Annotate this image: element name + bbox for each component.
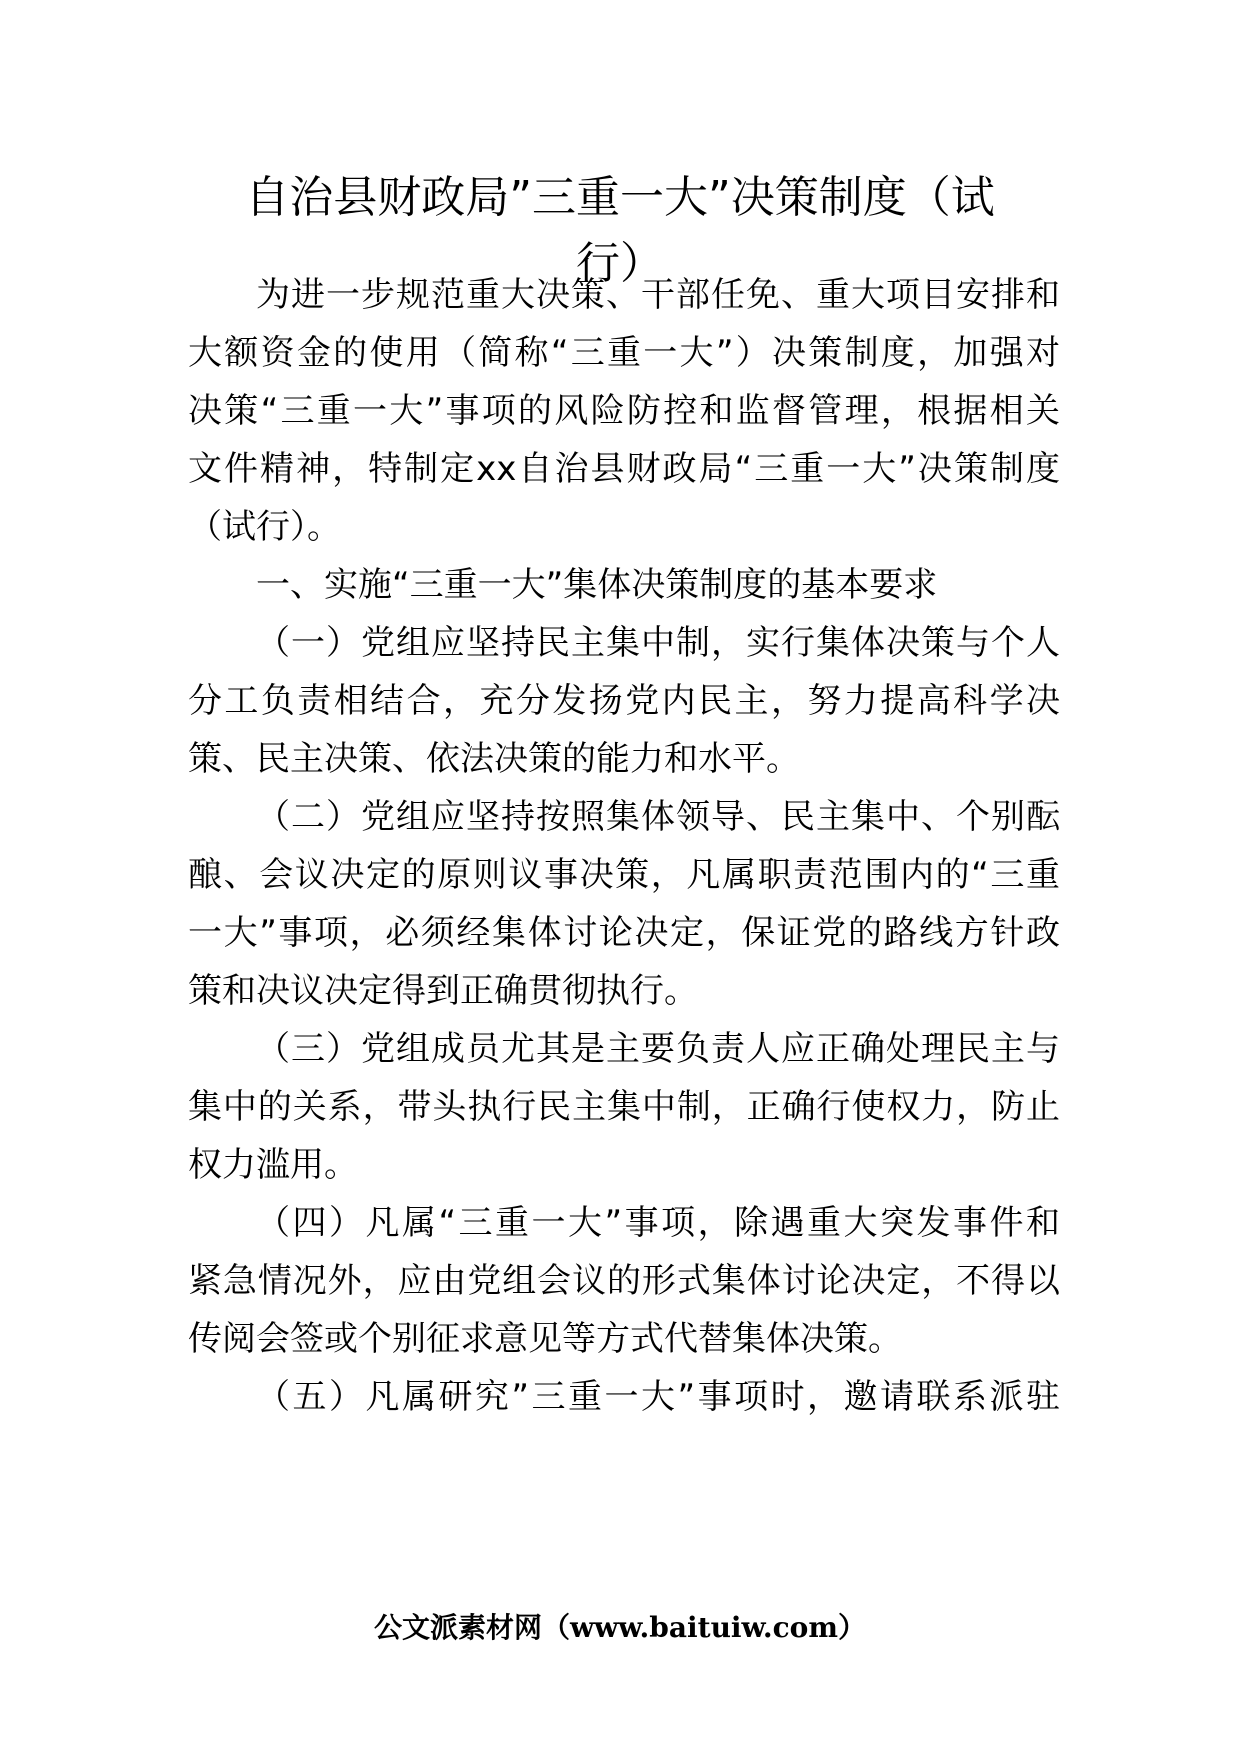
paragraph-line: 分工负责相结合，充分发扬党内民主，努力提高科学决 — [188, 681, 1060, 721]
paragraph-line: 为进一步规范重大决策、干部任免、重大项目安排和 — [256, 275, 1060, 315]
paragraph-line: （三）党组成员尤其是主要负责人应正确处理民主与 — [256, 1029, 1060, 1069]
paragraph-line: 酿、会议决定的原则议事决策，凡属职责范围内的“三重 — [188, 855, 1060, 895]
paragraph-line: 策和决议决定得到正确贯彻执行。 — [188, 971, 698, 1011]
section-heading: 一、实施“三重一大”集体决策制度的基本要求 — [256, 565, 938, 605]
paragraph-line: 文件精神，特制定xx自治县财政局“三重一大”决策制度 — [188, 449, 1060, 489]
paragraph-line: 集中的关系，带头执行民主集中制，正确行使权力，防止 — [188, 1087, 1060, 1127]
paragraph-line: 大额资金的使用（简称“三重一大”）决策制度，加强对 — [188, 333, 1060, 373]
paragraph-line: 紧急情况外，应由党组会议的形式集体讨论决定，不得以 — [188, 1261, 1060, 1301]
document-title-line-2: 行） — [576, 238, 664, 289]
paragraph-line: （试行）。 — [188, 507, 341, 547]
paragraph-line: 传阅会签或个别征求意见等方式代替集体决策。 — [188, 1319, 902, 1359]
paragraph-line: （五）凡属研究”三重一大”事项时，邀请联系派驻 — [256, 1377, 1060, 1417]
paragraph-line: 权力滥用。 — [188, 1145, 358, 1185]
paragraph-line: （一）党组应坚持民主集中制，实行集体决策与个人 — [256, 623, 1060, 663]
document-title-line-1: 自治县财政局”三重一大”决策制度（试 — [245, 172, 995, 223]
footer-watermark-text: 公文派素材网（www.baituiw.com） — [374, 1611, 866, 1644]
paragraph-line: 策、民主决策、依法决策的能力和水平。 — [188, 739, 800, 779]
paragraph-line: 一大”事项，必须经集体讨论决定，保证党的路线方针政 — [188, 913, 1060, 953]
paragraph-line: （四）凡属“三重一大”事项，除遇重大突发事件和 — [256, 1203, 1060, 1243]
paragraph-line: （二）党组应坚持按照集体领导、民主集中、个别酝 — [256, 797, 1060, 837]
paragraph-line: 决策“三重一大”事项的风险防控和监督管理，根据相关 — [188, 391, 1060, 431]
